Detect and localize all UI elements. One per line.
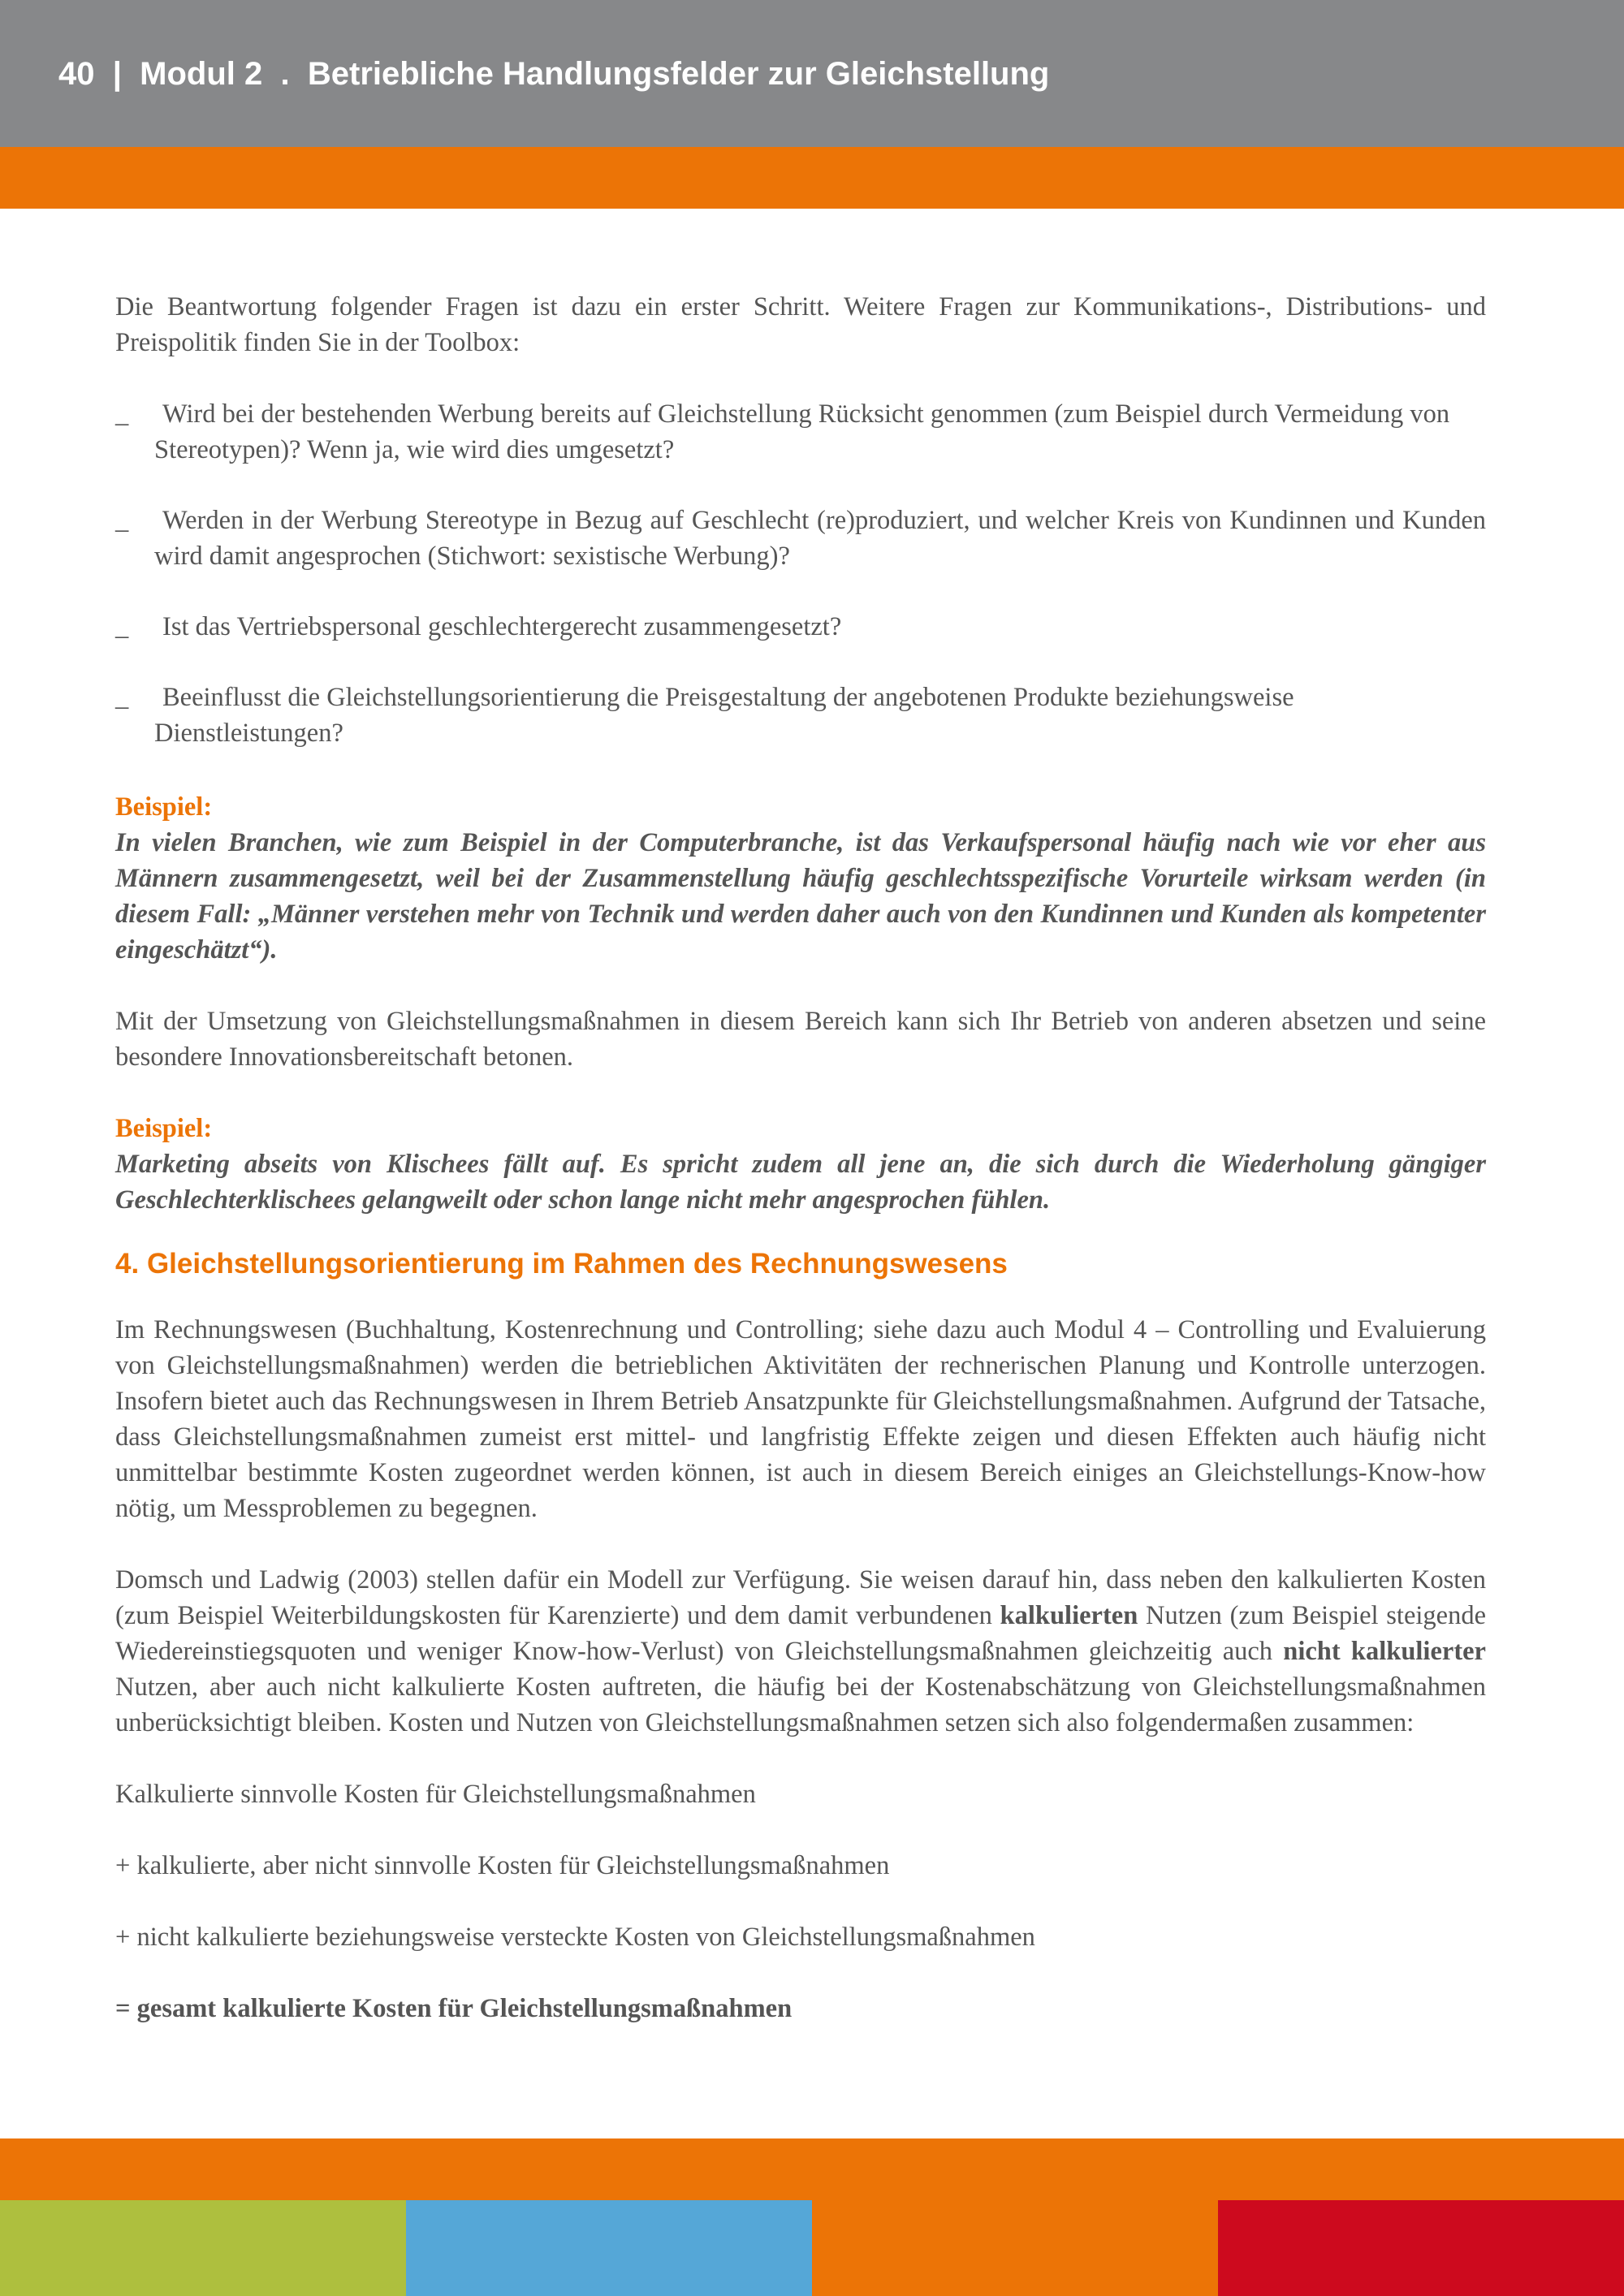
umsetzung-paragraph: Mit der Umsetzung von Gleichstellungsmaßnahmen in diesem Bereich kann sich Ihr Betrieb von anderen absetzen und seine besondere Innovationsbereitschaft betonen. — [115, 1007, 1486, 1072]
calc-line-2: + kalkulierte, aber nicht sinnvolle Kosten für Gleichstellungsmaßnahmen — [115, 1851, 890, 1880]
list-item — [115, 396, 1486, 468]
domsch-bold-1: kalkulierten — [1000, 1601, 1138, 1630]
header-dot: . — [280, 56, 290, 92]
domsch-text-2: Nutzen (zum Beispiel steigende Wiedereinstiegsquoten und weniger Know-how-Verlust) von Gleichstellungsmaßnahmen gleichzeitig auch — [115, 1601, 1487, 1666]
question-text: Ist das Vertriebspersonal geschlechtergerecht zusammengesetzt? — [162, 612, 842, 641]
domsch-text-3: Nutzen, aber auch nicht kalkulierte Kosten auftreten, die häufig bei der Kostenabschätzung von Gleichstellungsmaßnahmen unberücksichtigt bleiben. Kosten und Nutzen von Gleichstellungsmaßnahmen setzen sich also folgendermaßen zusammen: — [115, 1672, 1486, 1737]
question-list — [115, 396, 1486, 751]
calc-line-3: + nicht kalkulierte beziehungsweise versteckte Kosten von Gleichstellungsmaßnahmen — [115, 1923, 1035, 1952]
page-number: 40 — [58, 56, 95, 92]
question-text: Wird bei der bestehenden Werbung bereits auf Gleichstellung Rücksicht genommen (zum Beispiel durch Vermeidung von Stereotypen)? Wenn ja, wie wird dies umgesetzt? — [154, 399, 1450, 464]
module-label: Modul 2 — [140, 56, 263, 92]
page-content — [115, 289, 1486, 2026]
section-title: Gleichstellungsorientierung im Rahmen des Rechnungswesens — [146, 1248, 1008, 1280]
example-label: Beispiel: — [115, 1114, 213, 1143]
footer-color-strip — [0, 2200, 1624, 2296]
domsch-paragraph — [115, 1562, 1486, 1741]
calc-line-1: Kalkulierte sinnvolle Kosten für Gleichstellungsmaßnahmen — [115, 1780, 756, 1809]
page-header-title — [58, 54, 1049, 94]
footer-red-block — [1218, 2200, 1624, 2296]
question-text: Beeinflusst die Gleichstellungsorientierung die Preisgestaltung der angebotenen Produkte beziehungsweise Dienstleistungen? — [154, 683, 1294, 748]
header-separator: | — [112, 56, 122, 92]
list-item — [115, 609, 1486, 645]
footer-blue-block — [406, 2200, 812, 2296]
domsch-text-1: Domsch und Ladwig (2003) stellen dafür ein Modell zur Verfügung. Sie weisen darauf hin, dass neben den kalkulierten Kosten (zum Beispiel Weiterbildungskosten für Karenzierte) und dem damit verbundenen — [115, 1565, 1486, 1630]
list-item — [115, 503, 1486, 574]
footer-orange-band — [0, 2138, 1624, 2200]
bullet-dash: _ — [115, 399, 129, 429]
footer-orange-block — [812, 2200, 1218, 2296]
section-number: 4. — [115, 1248, 140, 1280]
intro-paragraph: Die Beantwortung folgender Fragen ist dazu ein erster Schritt. Weitere Fragen zur Kommunikations-, Distributions- und Preispolitik finden Sie in der Toolbox: — [115, 292, 1486, 357]
bullet-dash: _ — [115, 506, 129, 535]
rechnungswesen-paragraph: Im Rechnungswesen (Buchhaltung, Kostenrechnung und Controlling; siehe dazu auch Modul 4 – Controlling und Evaluierung von Gleichstellungsmaßnahmen) werden die betrieblichen Aktivitäten der rechnerischen Planung und Kontrolle unterzogen. Insofern bietet auch das Rechnungswesen in Ihrem Betrieb Ansatzpunkte für Gleichstellungsmaßnahmen. Aufgrund der Tatsache, dass Gleichstellungsmaßnahmen zumeist erst mittel- und langfristig Effekte zeigen und diesen Effekten auch häufig nicht unmittelbar bestimmte Kosten zugeordnet werden können, ist auch in diesem Bereich einiges an Gleichstellungs-Know-how nötig, um Messproblemen zu begegnen. — [115, 1315, 1486, 1523]
example-text: In vielen Branchen, wie zum Beispiel in der Computerbranche, ist das Verkaufspersonal häufig nach wie vor eher aus Männern zusammengesetzt, weil bei der Zusammenstellung häufig geschlechtsspezifische Vorurteile wirksam werden (in diesem Fall: „Männer verstehen mehr von Technik und werden daher auch von den Kundinnen und Kunden als kompetenter eingeschätzt“). — [115, 828, 1486, 965]
example-text: Marketing abseits von Klischees fällt auf. Es spricht zudem all jene an, die sich durch die Wiederholung gängiger Geschlechterklischees gelangweilt oder schon lange nicht mehr angesprochen fühlen. — [115, 1150, 1486, 1215]
footer-green-block — [0, 2200, 406, 2296]
example-label: Beispiel: — [115, 792, 213, 822]
header-title-text: Betriebliche Handlungsfelder zur Gleichstellung — [307, 56, 1050, 92]
calc-total: = gesamt kalkulierte Kosten für Gleichstellungsmaßnahmen — [115, 1994, 793, 2023]
bullet-dash: _ — [115, 683, 129, 712]
header-orange-band — [0, 147, 1624, 209]
list-item — [115, 680, 1486, 751]
domsch-bold-2: nicht kalkulierter — [1283, 1637, 1486, 1666]
section-heading — [115, 1245, 1486, 1283]
bullet-dash: _ — [115, 612, 129, 641]
question-text: Werden in der Werbung Stereotype in Bezug auf Geschlecht (re)produziert, und welcher Kreis von Kundinnen und Kunden wird damit angesprochen (Stichwort: sexistische Werbung)? — [154, 506, 1486, 571]
